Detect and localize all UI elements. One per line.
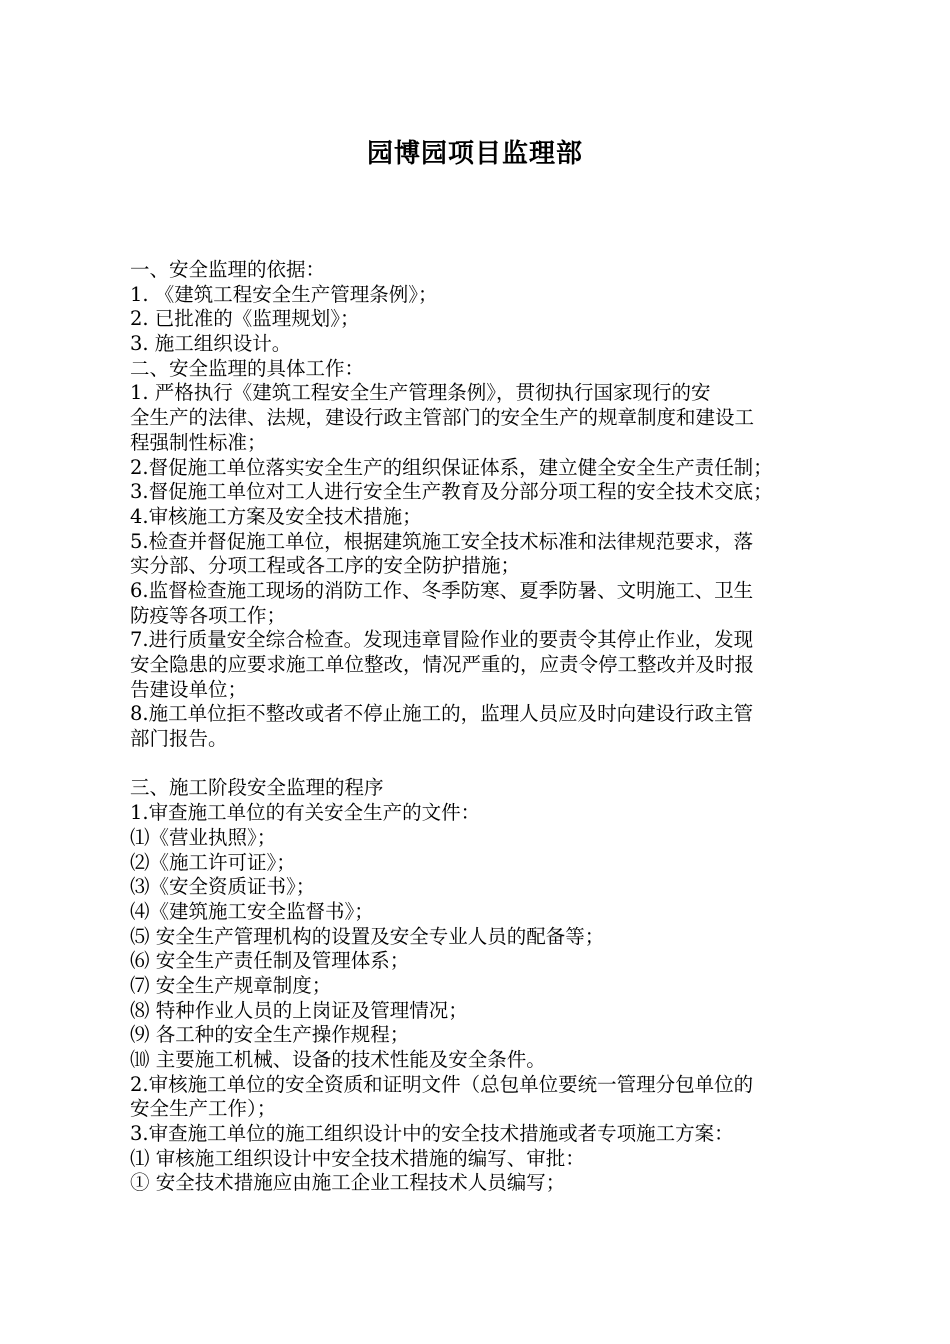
text-line: 1.审查施工单位的有关安全生产的文件： (130, 801, 481, 825)
text-line: ⑴《营业执照》； (130, 825, 277, 849)
text-line: 1. 《建筑工程安全生产管理条例》； (130, 282, 438, 306)
text-line: ① 安全技术措施应由施工企业工程技术人员编写； (130, 1171, 566, 1195)
text-line: ⑺ 安全生产规章制度； (130, 973, 332, 997)
text-line: 部门报告。 (130, 727, 228, 751)
text-line: 一、安全监理的依据： (130, 258, 326, 281)
text-line: 全生产的法律、法规，建设行政主管部门的安全生产的规章制度和建设工 (130, 406, 755, 430)
text-line: 安全生产工作）； (130, 1097, 277, 1121)
page-title: 园博园项目监理部 (366, 139, 583, 169)
document-body (130, 258, 850, 1196)
text-line: 8.施工单位拒不整改或者不停止施工的，监理人员应及时向建设行政主管 (130, 702, 754, 726)
text-line: ⑹ 安全生产责任制及管理体系； (130, 949, 410, 973)
text-line: ⑴ 审核施工组织设计中安全技术措施的编写、审批： (130, 1146, 585, 1170)
text-line: ⑷《建筑施工安全监督书》； (130, 899, 374, 923)
text-line: 3.督促施工单位对工人进行安全生产教育及分部分项工程的安全技术交底； (130, 480, 773, 504)
text-line: 2.督促施工单位落实安全生产的组织保证体系，建立健全安全生产责任制； (130, 455, 773, 479)
text-line: 3. 施工组织设计。 (130, 332, 292, 356)
blank-line (130, 752, 850, 777)
text-line: ⑼ 各工种的安全生产操作规程； (130, 1023, 410, 1047)
text-line: 防疫等各项工作； (130, 603, 287, 627)
text-line: 二、安全监理的具体工作： (130, 356, 365, 380)
text-line: 5.检查并督促施工单位，根据建筑施工安全技术标准和法律规范要求，落 (130, 529, 754, 553)
text-line: 2. 已批准的《监理规划》； (130, 307, 360, 331)
text-line: 三、施工阶段安全监理的程序 (130, 776, 384, 800)
text-line: ⑸ 安全生产管理机构的设置及安全专业人员的配备等； (130, 924, 605, 948)
text-line: 安全隐患的应要求施工单位整改，情况严重的，应责令停工整改并及时报 (130, 653, 755, 676)
text-line: 程强制性标准； (130, 430, 267, 454)
text-line: ⑵《施工许可证》； (130, 850, 296, 874)
text-line: 4.审核施工方案及安全技术措施； (130, 504, 422, 528)
text-line: ⑽ 主要施工机械、设备的技术性能及安全条件。 (130, 1048, 546, 1071)
text-line: 2.审核施工单位的安全资质和证明文件（总包单位要统一管理分包单位的 (130, 1072, 754, 1096)
text-line: 3.审查施工单位的施工组织设计中的安全技术措施或者专项施工方案： (130, 1122, 734, 1146)
text-line: 实分部、分项工程或各工序的安全防护措施； (130, 554, 521, 578)
text-line: 7.进行质量安全综合检查。发现违章冒险作业的要责令其停止作业，发现 (130, 628, 754, 652)
text-line: 告建设单位； (130, 677, 248, 701)
text-line: 6.监督检查施工现场的消防工作、冬季防寒、夏季防暑、文明施工、卫生 (130, 578, 754, 602)
text-line: ⑶《安全资质证书》； (130, 875, 316, 899)
text-line: 1. 严格执行《建筑工程安全生产管理条例》，贯彻执行国家现行的安 (130, 381, 711, 405)
text-line: ⑻ 特种作业人员的上岗证及管理情况； (130, 998, 468, 1022)
